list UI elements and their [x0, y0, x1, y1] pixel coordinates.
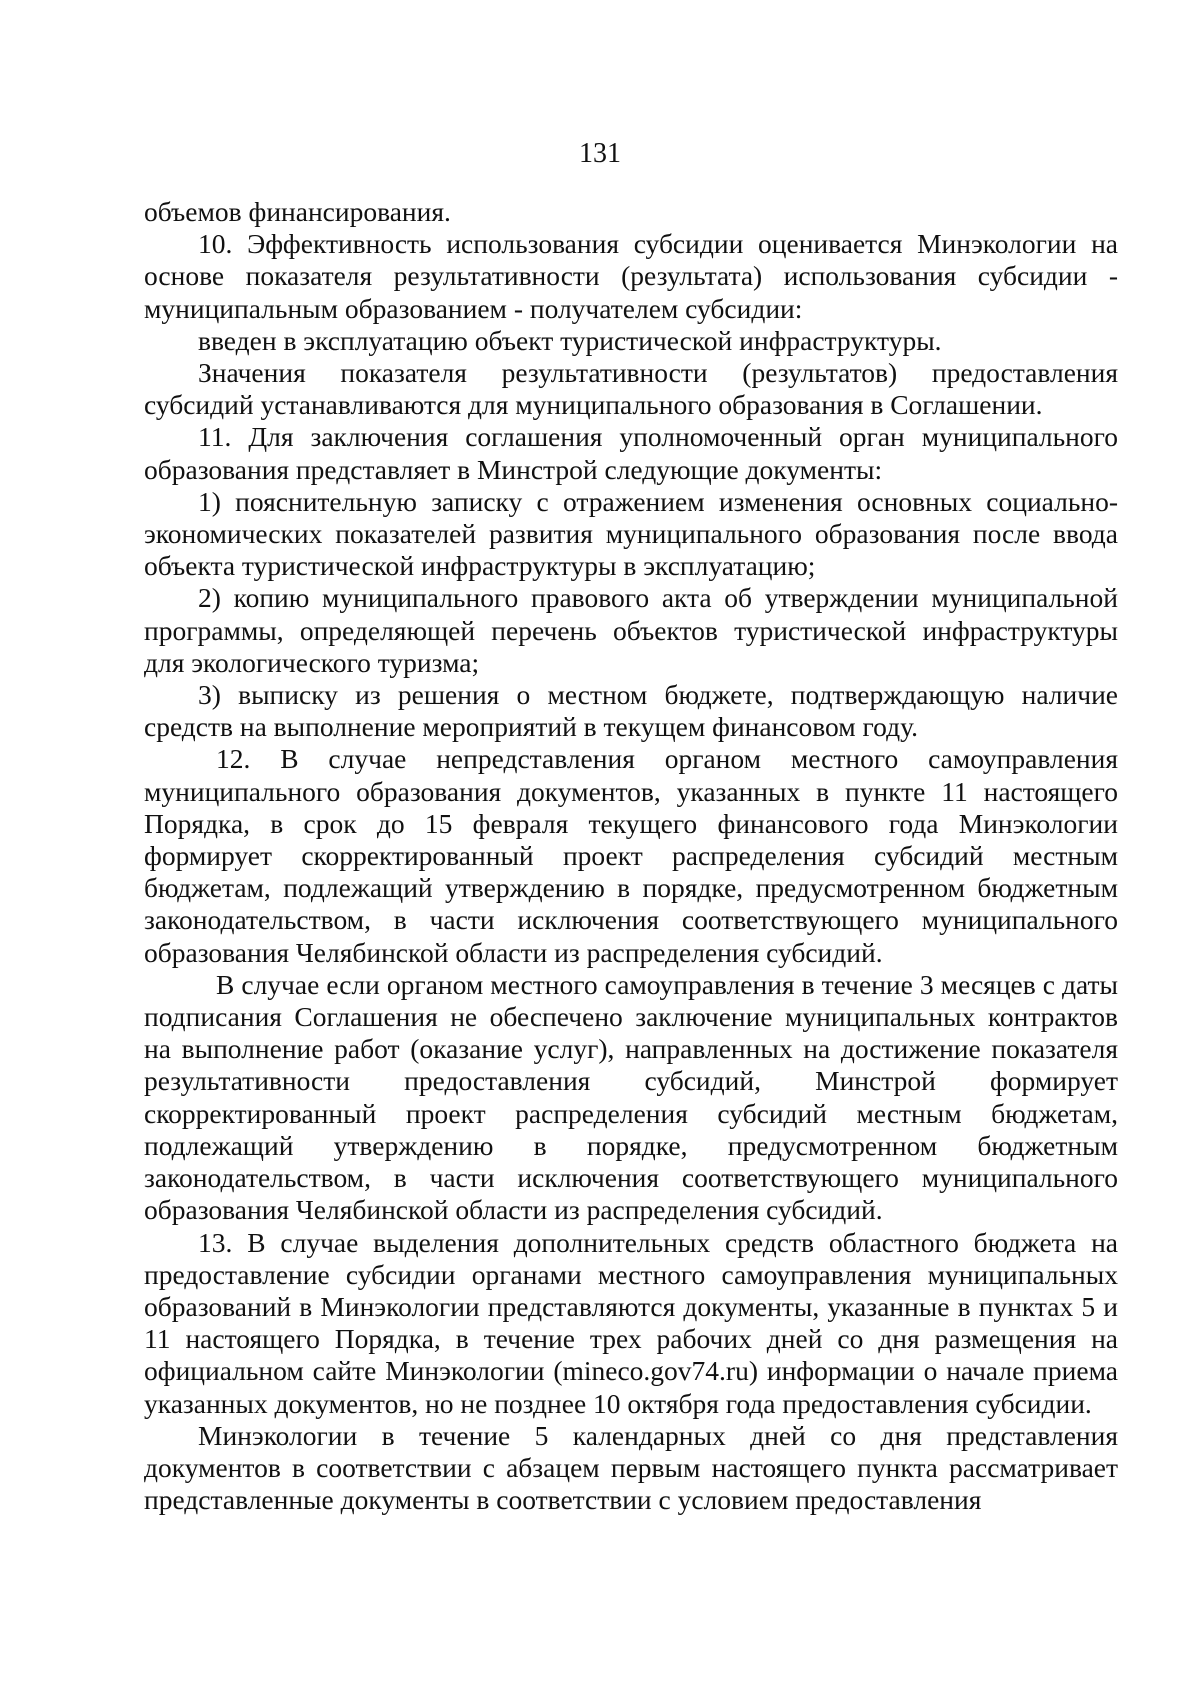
paragraph-item-13-review: Минэкологии в течение 5 календарных дней со дня представления документов в соответствии с абзацем первым настоящего пункта рассматривает представленные документы в соответствии с условием предоставления: [144, 1419, 1118, 1516]
paragraph-subitem-2: 2) копию муниципального правового акта об утверждении муниципальной программы, определяющей перечень объектов туристической инфраструктуры для экологического туризма;: [144, 582, 1118, 678]
paragraph-item-10: 10. Эффективность использования субсидии оценивается Минэкологии на основе показателя результативности (результата) использования субсидии - муниципальным образованием - получателем субсидии:: [144, 228, 1118, 324]
paragraph-continuation: объемов финансирования.: [144, 196, 451, 227]
document-body: [144, 196, 1118, 1516]
paragraph-result-indicator: введен в эксплуатацию объект туристической инфраструктуры.: [198, 324, 942, 356]
paragraph-subitem-3: 3) выписку из решения о местном бюджете, подтверждающую наличие средств на выполнение мероприятий в текущем финансовом году.: [144, 679, 1118, 743]
paragraph-indicator-values: Значения показателя результативности (результатов) предоставления субсидий устанавливаются для муниципального образования в Соглашении.: [144, 357, 1118, 421]
paragraph-item-13: 13. В случае выделения дополнительных средств областного бюджета на предоставление субсидии органами местного самоуправления муниципальных образований в Минэкологии представляются документы, указанные в пунктах 5 и 11 настоящего Порядка, в течение трех рабочих дней со дня размещения на официальном сайте Минэкологии (mineco.gov74.ru) информации о начале приема указанных документов, но не позднее 10 октября года предоставления субсидии.: [144, 1226, 1118, 1419]
paragraph-subitem-1: 1) пояснительную записку с отражением изменения основных социально-экономических показателей развития муниципального образования после ввода объекта туристической инфраструктуры в эксплуатацию;: [144, 485, 1118, 582]
page-number: 131: [579, 138, 621, 169]
paragraph-item-11: 11. Для заключения соглашения уполномоченный орган муниципального образования представляет в Минстрой следующие документы:: [144, 421, 1118, 485]
paragraph-item-12: 12. В случае непредставления органом местного самоуправления муниципального образования документов, указанных в пункте 11 настоящего Порядка, в срок до 15 февраля текущего финансового года Минэкологии формирует скорректированный проект распределения субсидий местным бюджетам, подлежащий утверждению в порядке, предусмотренном бюджетным законодательством, в части исключения соответствующего муниципального образования Челябинской области из распределения субсидий.: [144, 743, 1118, 968]
paragraph-item-12-continuation: В случае если органом местного самоуправления в течение 3 месяцев с даты подписания Соглашения не обеспечено заключение муниципальных контрактов на выполнение работ (оказание услуг), направленных на достижение показателя результативности предоставления субсидий, Минстрой формирует скорректированный проект распределения субсидий местным бюджетам, подлежащий утверждению в порядке, предусмотренном бюджетным законодательством, в части исключения соответствующего муниципального образования Челябинской области из распределения субсидий.: [144, 968, 1118, 1226]
